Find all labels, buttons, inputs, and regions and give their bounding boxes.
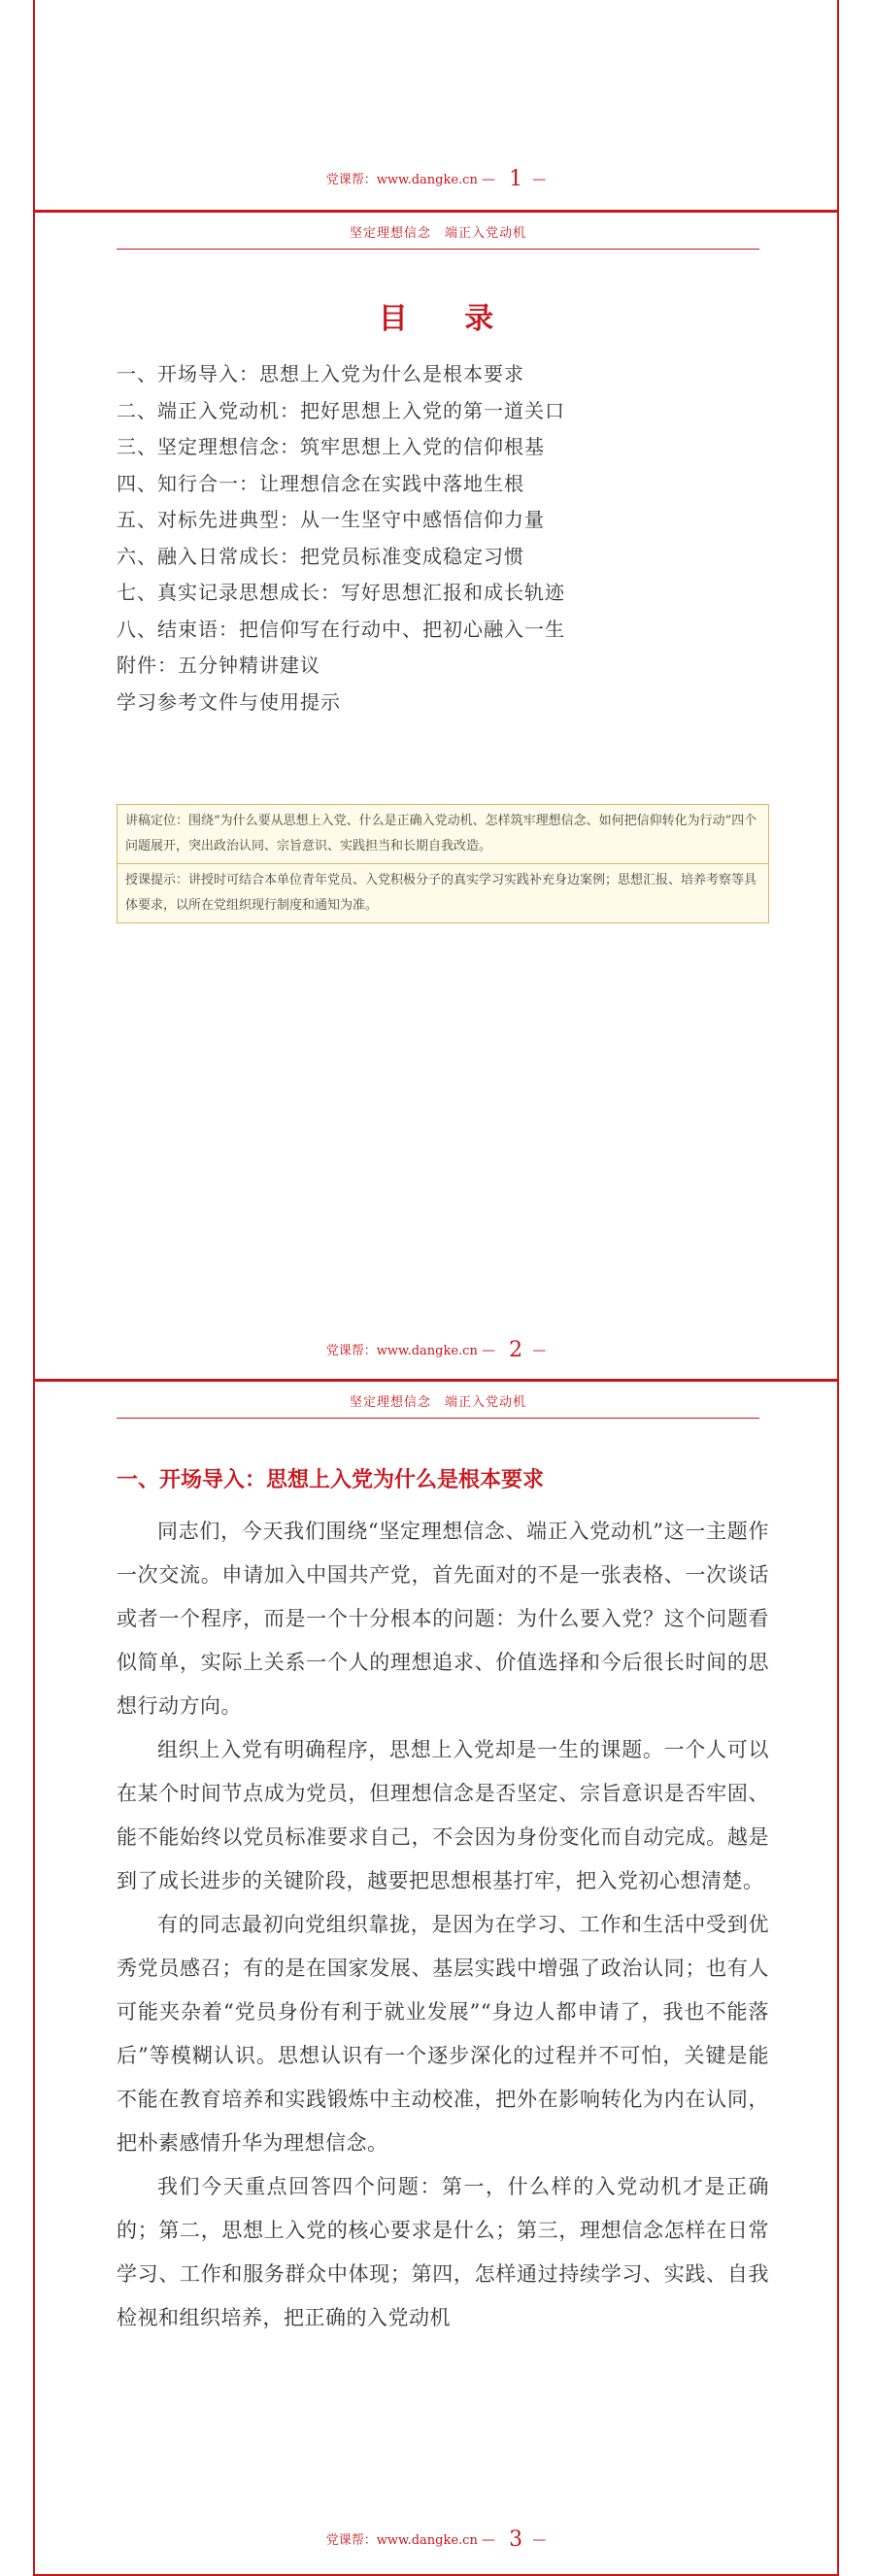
toc-list [117,356,759,720]
toc-item[interactable]: 七、真实记录思想成长：写好思想汇报和成长轨迹 [117,581,565,604]
page-2 [33,213,839,1381]
page-footer: 党课帮：www.dangke.cn — 3 — [325,2527,547,2552]
note-positioning: 讲稿定位：围绕“为什么要从思想上入党、什么是正确入党动机、怎样筑牢理想信念、如何把信仰转化为行动”四个问题展开，突出政治认同、宗旨意识、实践担当和长期自我改造。 [125,814,757,853]
toc-item[interactable]: 八、结束语：把信仰写在行动中、把初心融入一生 [117,617,565,641]
paragraph: 组织上入党有明确程序，思想上入党却是一生的课题。一个人可以在某个时间节点成为党员，但理想信念是否坚定、宗旨意识是否牢固、能不能始终以党员标准要求自己，不会因为身份变化而自动完成。越是到了成长进步的关键阶段，越要把思想根基打牢，把入党初心想清楚。 [117,1738,769,1892]
toc-item[interactable]: 学习参考文件与使用提示 [117,689,341,714]
running-header: 坚定理想信念 端正入党动机 [117,222,759,250]
paragraph: 我们今天重点回答四个问题：第一，什么样的入党动机才是正确的；第二，思想上入党的核心要求是什么；第三，理想信念怎样在日常学习、工作和服务群众中体现；第四，怎样通过持续学习、实践、自我检视和组织培养，把正确的入党动机 [117,2175,769,2329]
note-teaching-tip: 授课提示：讲授时可结合本单位青年党员、入党积极分子的真实学习实践补充身边案例；思想汇报、培养考察等具体要求，以所在党组织现行制度和通知为准。 [118,863,768,922]
page-number: 3 [509,2527,523,2552]
footer-site: 党课帮：www.dangke.cn [325,173,478,187]
page-1 [33,0,839,213]
paragraph: 同志们，今天我们围绕“坚定理想信念、端正入党动机”这一主题作一次交流。申请加入中国共产党，首先面对的不是一张表格、一次谈话或者一个程序，而是一个十分根本的问题：为什么要入党？这个问题看似简单，实际上关系一个人的理想追求、价值选择和今后很长时间的思想行动方向。 [117,1520,769,1718]
page-footer: 党课帮：www.dangke.cn — 2 — [325,1338,547,1362]
page-3 [33,1382,839,2576]
section-title: 一、开场导入：思想上入党为什么是根本要求 [117,1468,545,1492]
running-header: 坚定理想信念 端正入党动机 [117,1391,759,1419]
page-footer: 党课帮：www.dangke.cn — 1 — [325,167,547,191]
section-body [117,1510,769,2340]
toc-item[interactable]: 一、开场导入：思想上入党为什么是根本要求 [117,362,524,385]
toc-item[interactable]: 六、融入日常成长：把党员标准变成稳定习惯 [117,544,524,568]
footer-site: 党课帮：www.dangke.cn [325,2533,478,2548]
toc-item[interactable]: 附件：五分钟精讲建议 [117,653,320,677]
toc-item[interactable]: 五、对标先进典型：从一生坚守中感悟信仰力量 [117,508,545,531]
toc-item[interactable]: 二、端正入党动机：把好思想上入党的第一道关口 [117,398,565,422]
note-box [117,804,769,923]
page-number: 1 [509,167,523,191]
page-number: 2 [509,1338,523,1362]
toc-title: 目 录 [378,302,518,336]
toc-item[interactable]: 三、坚定理想信念：筑牢思想上入党的信仰根基 [117,435,545,458]
toc-item[interactable]: 四、知行合一：让理想信念在实践中落地生根 [117,471,524,495]
paragraph: 有的同志最初向党组织靠拢，是因为在学习、工作和生活中受到优秀党员感召；有的是在国家发展、基层实践中增强了政治认同；也有人可能夹杂着“党员身份有利于就业发展”“身边人都申请了，我也不能落后”等模糊认识。思想认识有一个逐步深化的过程并不可怕，关键是能不能在教育培养和实践锻炼中主动校准，把外在影响转化为内在认同，把朴素感情升华为理想信念。 [117,1913,769,2155]
footer-site: 党课帮：www.dangke.cn [325,1344,478,1358]
